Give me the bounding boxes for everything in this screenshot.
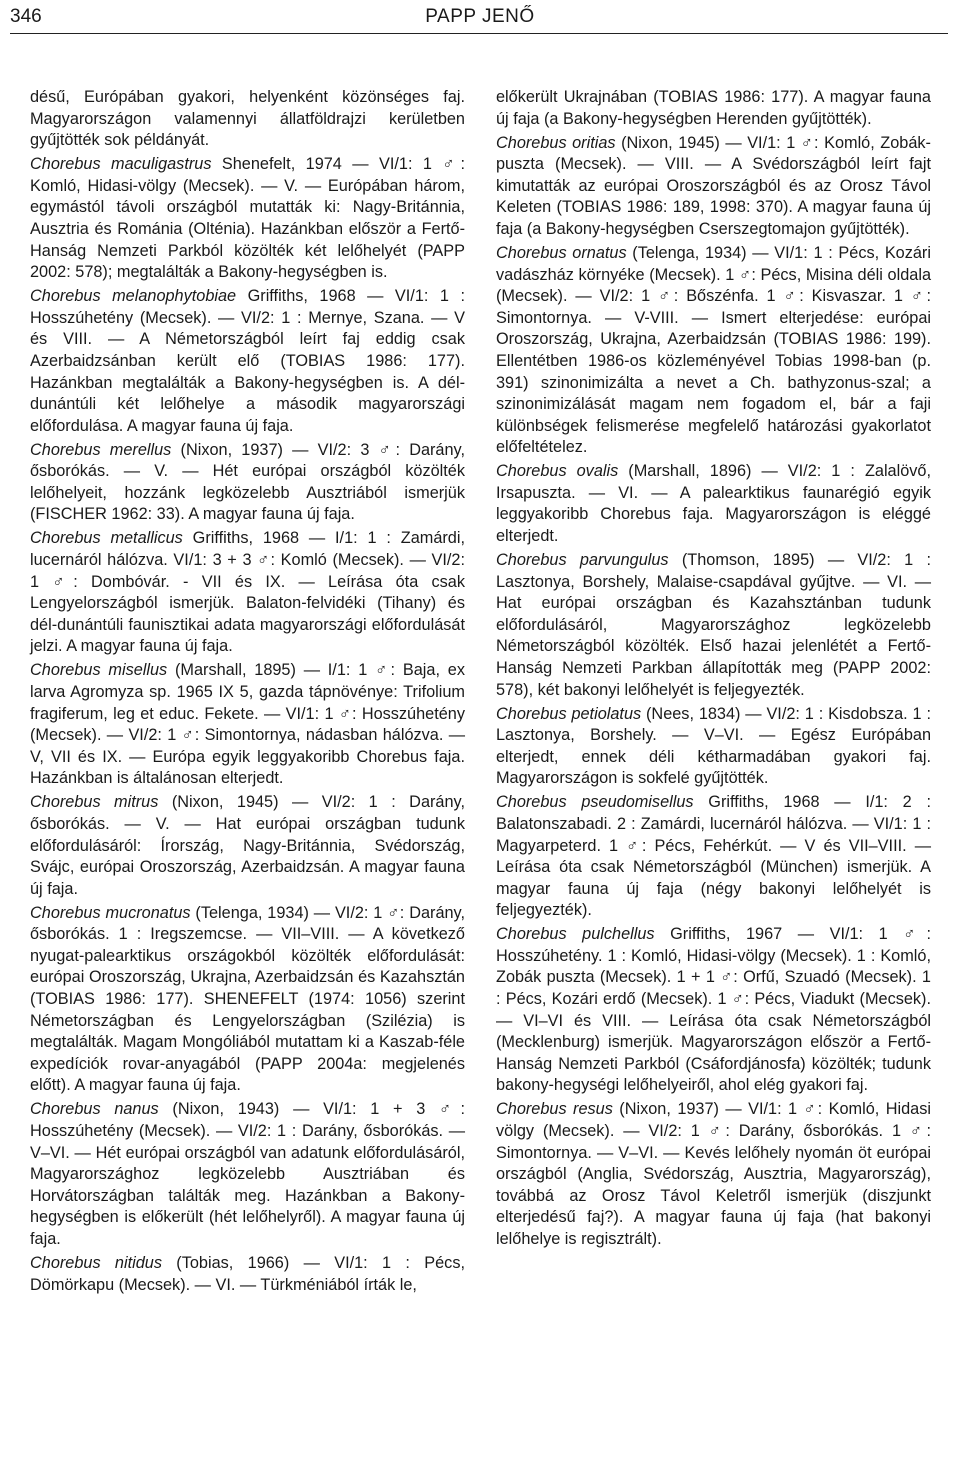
species-name: Chorebus ornatus	[496, 243, 627, 262]
page-header	[0, 0, 960, 34]
paragraph-text: désű, Európában gyakori, helyenként közönséges faj. Magyarországon valamennyi állatföldrajzi kerületben gyűjtötték sok példányát.	[30, 88, 465, 150]
paragraph-text: Griffiths, 1968 — I/1: 1 : Zamárdi, lucernáról hálózva. VI/1: 3 + 3 ♂: Komló (Mecsek). — VI/2: 1 ♂: Dombóvár. - VII és IX. — Leírása óta csak Lengyelországból ismerjük. Balaton-felvidéki (Tihany) és dél-dunántúli faunisztikai adata magyarországi előfordulását jelzi. A magyar fauna új faja.	[30, 529, 465, 656]
species-paragraph	[496, 792, 931, 922]
page-number: 346	[10, 6, 42, 27]
species-paragraph	[496, 133, 931, 241]
paragraph-text: (Marshall, 1895) — I/1: 1 ♂: Baja, ex larva Agromyza sp. 1965 IX 5, gazda tápnövénye: Trifolium fragiferum, leg et educ. Fekete. — VI/1: 1 ♂: Hosszúhetény (Mecsek). — VI/2: 1 ♂: Simontornya, nádasban hálózva. — V, VII és IX. — Európa egyik leggyakoribb Chorebus faja. Hazánkban is általánosan elterjedt.	[30, 661, 465, 788]
species-name: Chorebus merellus	[30, 440, 172, 459]
species-paragraph	[496, 924, 931, 1097]
species-name: Chorebus nanus	[30, 1100, 159, 1119]
paragraph-text: előkerült Ukrajnában (TOBIAS 1986: 177). A magyar fauna új faja (a Bakony-hegységben Herenden gyűjtötték).	[496, 88, 931, 128]
left-column	[30, 87, 465, 1299]
paragraph-text: Shenefelt, 1974 — VI/1: 1 ♂: Komló, Hidasi-völgy (Mecsek). — V. — Európában három, egymástól távoli országból mutatták ki: Nagy-Británnia, Ausztria és Románia (Olténia). Hazánkban először a Fertő-Hanság Nemzeti Parkból közölték két lelőhelyét (PAPP 2002: 578); megtalálták a Bakony-hegységben is.	[30, 155, 465, 282]
species-name: Chorebus ovalis	[496, 462, 619, 481]
species-paragraph	[30, 87, 465, 152]
species-name: Chorebus nitidus	[30, 1253, 162, 1272]
paragraph-text: (Nixon, 1937) — VI/2: 3 ♂: Darány, ősborókás. — V. — Hét európai országból közölték lelőhelyeit, hozzánk legközelebb Ausztriából ismerjük (FISCHER 1962: 33). A magyar fauna új faja.	[30, 440, 465, 524]
species-name: Chorebus mitrus	[30, 793, 159, 812]
species-paragraph	[496, 704, 931, 790]
species-name: Chorebus pseudomisellus	[496, 793, 694, 812]
paragraph-text: (Nixon, 1943) — VI/1: 1 + 3 ♂: Hosszúhetény (Mecsek). — VI/2: 1 : Darány, ősborókás. — V–VI. — Hét európai országból van adatunk előfordulásáról, Magyarországhoz legközelebb Ausztriában és Horvátországban találták meg. Hazánkban a Bakony-hegységben is előkerült (hét lelőhelyről). A magyar fauna új faja.	[30, 1100, 465, 1248]
species-paragraph	[496, 87, 931, 130]
species-name: Chorebus maculigastrus	[30, 155, 212, 174]
paragraph-text: (Telenga, 1934) — VI/1: 1 : Pécs, Kozári vadászház környéke (Mecsek). 1 ♂: Pécs, Misina déli oldala (Mecsek). — VI/2: 1 ♂: Bőszénfa. 1 ♂: Kisvaszar. 1 ♂: Simontornya. — V-VIII. — Ismert elterjedése: európai Oroszország, Ukrajna, Azerbaidzsán (TOBIAS 1986: 199). Ellentétben 1986-os közleményével Tobias 1998-ban (p. 391) szinonimizálta a nevet a Ch. bathyzonus-szal; a szinonimizálását magam nem fogadom el, bár a faji különbségek felismerése megfelelő határozási gyakorlatot előfeltételez.	[496, 243, 931, 457]
paragraph-text: Griffiths, 1967 — VI/1: 1 ♂: Hosszúhetény. 1 : Komló, Hidasi-völgy (Mecsek). 1 : Komló, Zobák puszta (Mecsek). 1 + 1 ♂: Orfű, Szuadó (Mecsek). 1 : Pécs, Kozári erdő (Mecsek). 1 ♂: Pécs, Viadukt (Mecsek). — VI–VI és VIII. — Leírása óta csak Németországból (Mecklenburg) ismerjük. Magyarországon először a Fertő-Hanság Nemzeti Parkból (Csáfordjánosfa) közölték; tudunk bakony-hegységi lelőhelyeiről, ahol elég gyakori faj.	[496, 925, 931, 1095]
species-name: Chorebus melanophytobiae	[30, 287, 237, 306]
species-name: Chorebus mucronatus	[30, 903, 191, 922]
species-name: Chorebus resus	[496, 1100, 613, 1119]
paragraph-text: (Nixon, 1945) — VI/1: 1 ♂: Komló, Zobák-puszta (Mecsek). — VIII. — A Svédországból leírt fajt kimutatták az európai Oroszországból és az Orosz Távol Keleten (TOBIAS 1986: 189, 1998: 370). A magyar fauna új faja (a Bakony-hegységben Cserszegtomajon gyűjtötték).	[496, 133, 931, 238]
species-name: Chorebus pulchellus	[496, 925, 655, 944]
species-paragraph	[496, 243, 931, 459]
species-paragraph	[496, 1099, 931, 1250]
species-paragraph	[496, 550, 931, 701]
species-name: Chorebus oritias	[496, 133, 616, 152]
paragraph-text: (Marshall, 1896) — VI/2: 1 : Zalalövő, Irsapuszta. — VI. — A palearktikus faunarégió egyik leggyakoribb Chorebus faja. Magyarországon is eléggé elterjedt.	[496, 462, 932, 546]
species-name: Chorebus metallicus	[30, 529, 183, 548]
paragraph-text: (Nixon, 1937) — VI/1: 1 ♂: Komló, Hidasi völgy (Mecsek). — VI/2: 1 ♂: Darány, ősborókás. 1 ♂: Simontornya. — V–VI. — Kevés lelőhely nyomán öt európai országból (Anglia, Svédország, Ausztria, Magyarország), továbbá az Orosz Távol Keletről ismerjük (diszjunkt elterjedésű faj?). A magyar fauna új faja (hat bakonyi lelőhelye is regisztrált).	[496, 1100, 931, 1248]
species-name: Chorebus petiolatus	[496, 704, 642, 723]
paragraph-text: Griffiths, 1968 — VI/1: 1 : Hosszúhetény (Mecsek). — VI/2: 1 : Mernye, Szana. — V és VIII. — A Németországból leírt faj eddig csak Azerbaidzsánban került elő (TOBIAS 1986: 177). Hazánkban megtalálták a Bakony-hegységben is. A dél-dunántúli két lelőhelye a második magyarországi előfordulása. A magyar fauna új faja.	[30, 287, 465, 435]
species-paragraph	[30, 440, 465, 526]
paragraph-text: Griffiths, 1968 — I/1: 2 : Balatonszabadi. 2 : Zamárdi, lucernáról hálózva. — VI/1: 1 : Magyarpeterd. 1 ♂: Pécs, Fehérkút. — V és VII–VIII. — Leírása óta csak Németországból (München) ismerjük. A magyar fauna új faja (négy bakonyi lelőhelyét is feljegyezték).	[496, 793, 931, 920]
paragraph-text: (Nees, 1834) — VI/2: 1 : Kisdobsza. 1 : Lasztonya, Borshely. — V–VI. — Egész Európában elterjedt, ennek déli kétharmadában gyakori faj. Magyarországon is sokfelé gyűjtötték.	[496, 704, 931, 788]
paragraph-text: (Nixon, 1945) — VI/2: 1 : Darány, ősborókás. — V. — Hat európai országban tudunk előfordulásáról: Írország, Nagy-Británnia, Svédország, Svájc, európai Oroszország, Azerbaidzsán. A magyar fauna új faja.	[30, 793, 465, 898]
species-name: Chorebus misellus	[30, 661, 168, 680]
species-paragraph	[496, 461, 931, 547]
species-paragraph	[30, 660, 465, 790]
right-column	[496, 87, 931, 1253]
species-paragraph	[30, 1253, 465, 1296]
paragraph-text: (Telenga, 1934) — VI/2: 1 ♂: Darány, ősborókás. 1 : Iregszemcse. — VII–VIII. — A következő nyugat-palearktikus országokból közölték előfordulását: európai Oroszország, Ukrajna, Azerbaidzsán és Kazahsztán (TOBIAS 1986: 177). SHENEFELT (1974: 1056) szerint Németországban és Lengyelországban (Szilézia) is megtalálták. Magam Mongóliából mutattam ki a Kaszab-féle expedíciók rovar-anyagából (PAPP 2004a: megjelenés előtt). A magyar fauna új faja.	[30, 903, 466, 1095]
species-name: Chorebus parvungulus	[496, 551, 669, 570]
species-paragraph	[30, 154, 465, 284]
paragraph-text: (Thomson, 1895) — VI/2: 1 : Lasztonya, Borshely, Malaise-csapdával gyűjtve. — VI. — Hat európai országban és Kazahsztánban tudunk előfordulásáról, Magyarországhoz legközelebb Németországból közölték. Első hazai jelenlétét a Fertő-Hanság Nemzeti Parkban állapították meg (PAPP 2002: 578), két bakonyi lelőhelyét is feljegyezték.	[496, 551, 931, 699]
species-paragraph	[30, 528, 465, 658]
species-paragraph	[30, 1099, 465, 1250]
paragraph-text: (Tobias, 1966) — VI/1: 1 : Pécs, Dömörkapu (Mecsek). — VI. — Türkméniából írták le,	[30, 1253, 465, 1294]
running-head: PAPP JENŐ	[425, 6, 535, 27]
species-paragraph	[30, 903, 465, 1097]
species-paragraph	[30, 286, 465, 437]
species-paragraph	[30, 792, 465, 900]
header-rule	[10, 33, 948, 34]
